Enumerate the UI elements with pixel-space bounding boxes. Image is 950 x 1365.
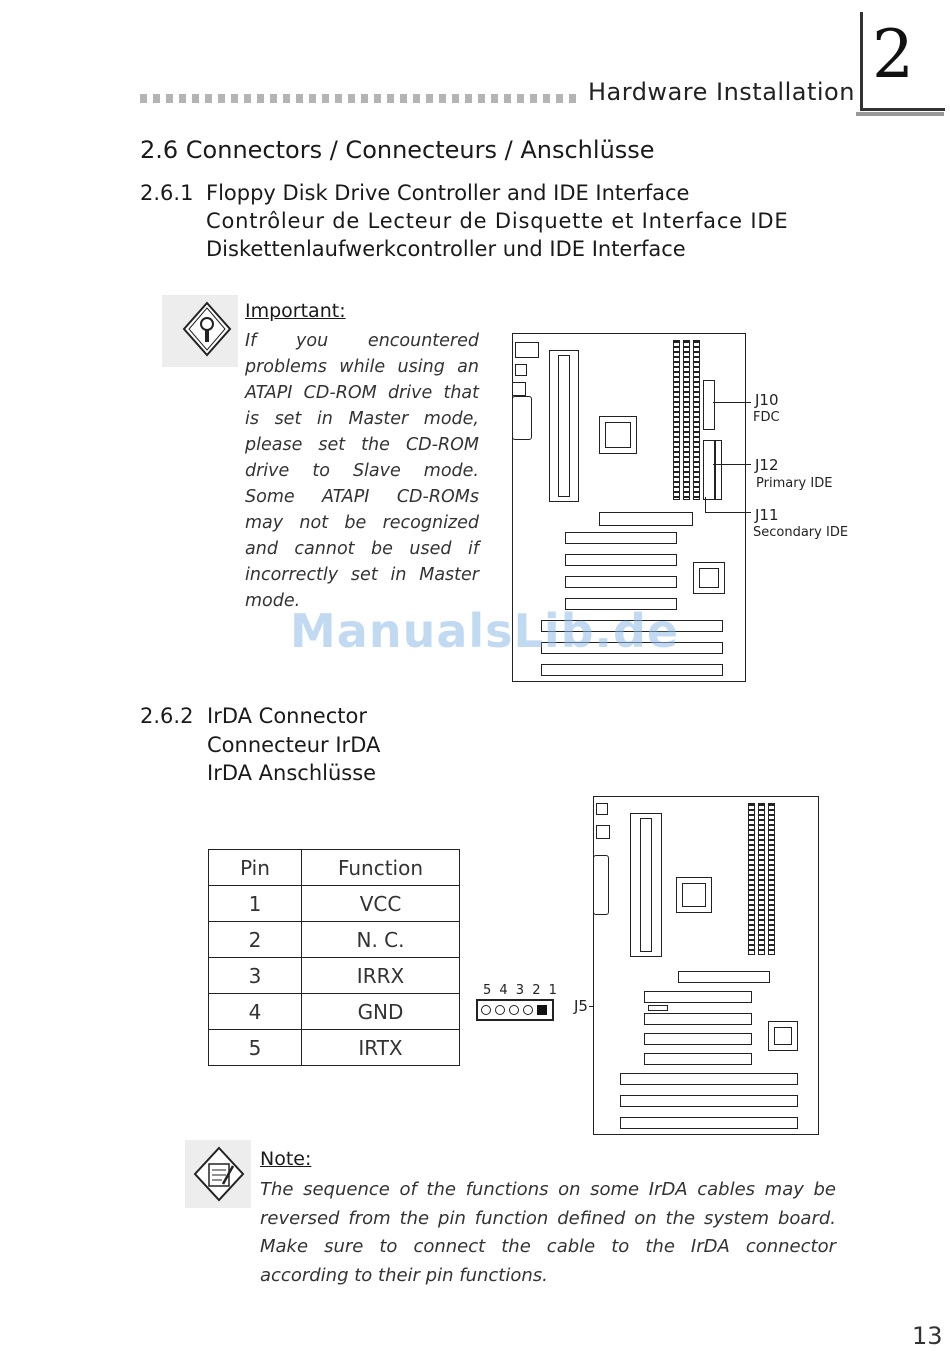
table-row xyxy=(209,922,460,958)
function-cell: N. C. xyxy=(302,922,460,958)
io-port xyxy=(596,803,608,815)
j10-label: J10 xyxy=(755,391,779,409)
secondary-ide-label: Secondary IDE xyxy=(753,525,849,540)
leader-line xyxy=(713,464,751,465)
pci-slot xyxy=(644,1033,752,1045)
subsection-2-title-en: IrDA Connector xyxy=(207,704,367,728)
pci-slot xyxy=(644,991,752,1003)
pin-4 xyxy=(495,1005,505,1015)
subsection-1-title-en: Floppy Disk Drive Controller and IDE Interface xyxy=(206,181,690,205)
table-row xyxy=(209,886,460,922)
note-body: The sequence of the functions on some IrDA cables may be reversed from the pin function defined on the system board. Make sure to connect the cable to the IrDA connector according to their pin functions. xyxy=(260,1179,836,1286)
pin-cell: 4 xyxy=(209,994,302,1030)
note-title: Note: xyxy=(260,1148,312,1170)
important-icon xyxy=(162,295,238,367)
motherboard-diagram-2 xyxy=(593,796,819,1135)
agp-slot xyxy=(599,512,693,526)
io-port xyxy=(596,825,610,839)
agp-slot xyxy=(678,971,770,983)
important-body: If you encountered problems while using an ATAPI CD-ROM drive that is set in Master mode, please set the CD-ROM drive to Slave mode. Some ATAPI CD-ROMs may not be recognized and cannot be used if incorrectly set in Master mode. xyxy=(245,331,479,611)
fdc-label: FDC xyxy=(753,410,780,425)
cpu-slot xyxy=(630,813,662,957)
dimm-slot xyxy=(758,803,765,955)
important-title: Important: xyxy=(245,300,346,322)
subsection-2-title-de: IrDA Anschlüsse xyxy=(207,761,377,785)
parallel-port xyxy=(593,855,609,915)
pin-cell: 5 xyxy=(209,1030,302,1066)
header-pin: Pin xyxy=(209,850,302,886)
io-port xyxy=(515,364,527,376)
pin-cell: 1 xyxy=(209,886,302,922)
pci-slot xyxy=(565,554,677,566)
function-cell: IRTX xyxy=(302,1030,460,1066)
irda-pin-table xyxy=(208,849,460,1066)
isa-slot xyxy=(541,664,723,676)
pin-5 xyxy=(481,1005,491,1015)
function-cell: GND xyxy=(302,994,460,1030)
header-function: Function xyxy=(302,850,460,886)
io-port xyxy=(512,382,526,396)
table-row xyxy=(209,958,460,994)
watermark: ManualsLib.de xyxy=(290,604,680,658)
dimm-slot xyxy=(673,340,680,500)
pci-slot xyxy=(644,1053,752,1065)
function-cell: VCC xyxy=(302,886,460,922)
table-row xyxy=(209,994,460,1030)
secondary-ide-connector xyxy=(715,440,722,500)
primary-ide-label: Primary IDE xyxy=(756,476,833,491)
isa-slot xyxy=(620,1073,798,1085)
io-chip xyxy=(768,1021,798,1051)
header-dotted-rule xyxy=(140,94,576,103)
isa-slot xyxy=(620,1117,798,1129)
leader-line xyxy=(705,497,706,512)
cpu-slot xyxy=(549,350,579,502)
page-number: 13 xyxy=(912,1322,943,1350)
pin-numbers: 5 4 3 2 1 xyxy=(483,983,559,998)
dimm-slot xyxy=(683,340,690,500)
table-row xyxy=(209,1030,460,1066)
pci-slot xyxy=(565,532,677,544)
dimm-slot xyxy=(748,803,755,955)
subsection-2-number: 2.6.2 xyxy=(140,704,194,728)
subsection-1-number: 2.6.1 xyxy=(140,181,194,205)
chipset xyxy=(599,416,637,454)
primary-ide-connector xyxy=(703,440,715,500)
dimm-slot xyxy=(768,803,775,955)
fdc-connector xyxy=(703,380,715,430)
dimm-slot xyxy=(693,340,700,500)
chapter-number: 2 xyxy=(872,16,914,93)
io-port xyxy=(515,342,539,358)
j5-label: J5 xyxy=(574,997,588,1015)
subsection-1-title-de: Diskettenlaufwerkcontroller und IDE Interface xyxy=(206,237,686,261)
j12-label: J12 xyxy=(755,456,779,474)
pin-cell: 3 xyxy=(209,958,302,994)
pin-3 xyxy=(509,1005,519,1015)
header-title: Hardware Installation xyxy=(588,78,855,106)
pin-cell: 2 xyxy=(209,922,302,958)
subsection-1-title-fr: Contrôleur de Lecteur de Disquette et Interface IDE xyxy=(206,209,789,233)
pin-2 xyxy=(523,1005,533,1015)
leader-line xyxy=(705,512,751,513)
pci-slot xyxy=(565,576,677,588)
irda-connector xyxy=(476,999,554,1021)
chipset xyxy=(676,877,712,913)
j11-label: J11 xyxy=(755,506,779,524)
note-icon xyxy=(185,1140,251,1208)
leader-line xyxy=(713,402,751,403)
io-chip xyxy=(693,562,725,594)
j5-connector xyxy=(648,1005,668,1011)
pci-slot xyxy=(644,1013,752,1025)
function-cell: IRRX xyxy=(302,958,460,994)
subsection-2-title-fr: Connecteur IrDA xyxy=(207,733,381,757)
section-title: 2.6 Connectors / Connecteurs / Anschlüsse xyxy=(140,136,655,164)
parallel-port xyxy=(512,396,532,440)
pin-1 xyxy=(537,1005,547,1015)
table-header-row xyxy=(209,850,460,886)
isa-slot xyxy=(620,1095,798,1107)
